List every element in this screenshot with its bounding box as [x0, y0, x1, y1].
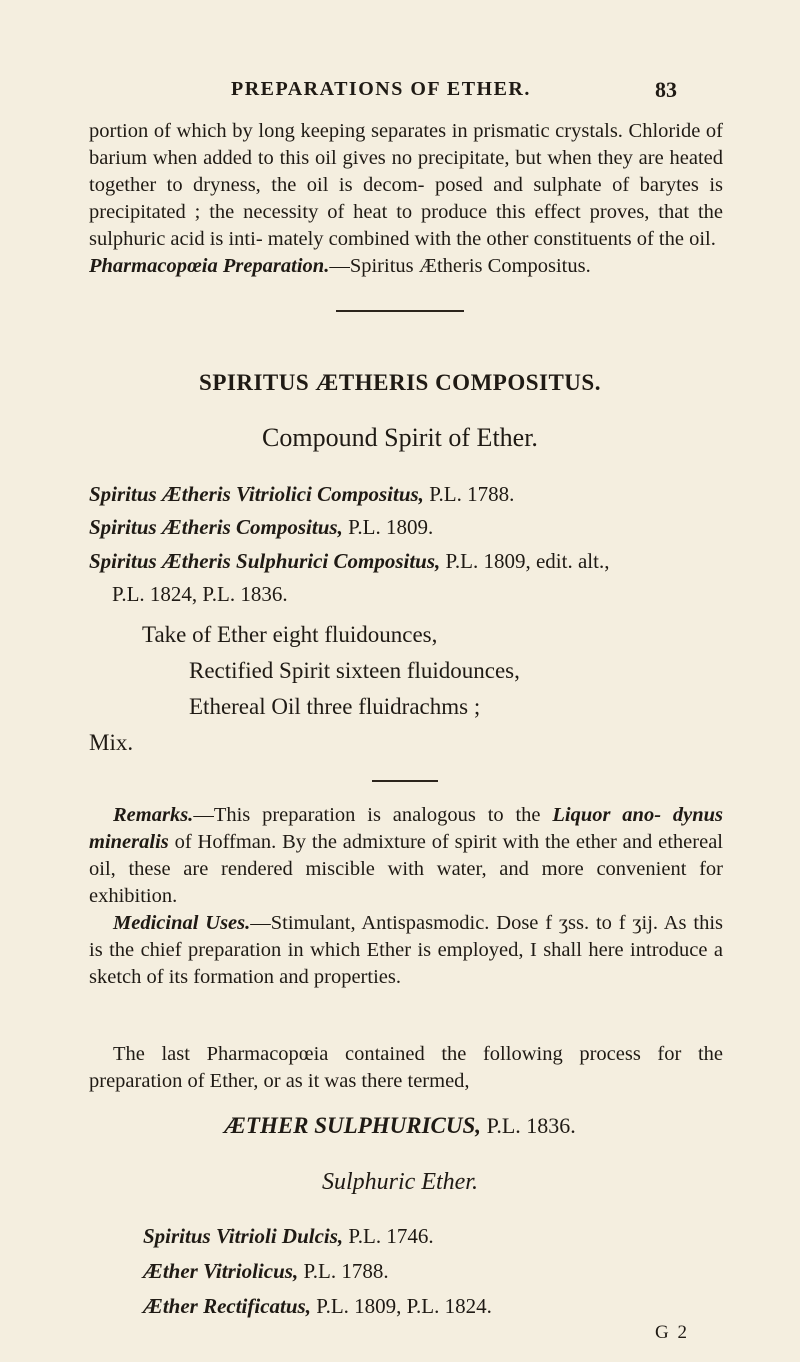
synonym-name: Æther Rectificatus, — [143, 1294, 311, 1318]
section-subtitle: Compound Spirit of Ether. — [262, 423, 538, 452]
section2-title-ref: P.L. 1836. — [481, 1113, 576, 1138]
synonym-name: Spiritus Vitrioli Dulcis, — [143, 1224, 344, 1248]
uses-text: —Stimulant, Antispasmodic. Dose f ʒss. to f ʒij. As this is the chief preparation in which Ether is employed, I shall here introduce a sketch of its formation and properties. — [89, 912, 723, 988]
section-title: SPIRITUS ÆTHERIS COMPOSITUS. — [199, 370, 601, 395]
synonym-line — [89, 482, 514, 507]
pharmacopoeia-note — [89, 255, 591, 277]
page-number: 83 — [655, 77, 677, 102]
synonym-ref: P.L. 1746. — [343, 1224, 434, 1248]
synonym-line — [143, 1224, 434, 1249]
synonym-ref: P.L. 1809, edit. alt., — [440, 549, 610, 573]
uses-label: Medicinal Uses. — [113, 912, 251, 934]
synonym-line — [89, 549, 609, 574]
synonym-ref: P.L. 1809, P.L. 1824. — [310, 1294, 492, 1318]
remarks-text: —This preparation is analogous to the — [193, 804, 553, 826]
section2-subtitle: Sulphuric Ether. — [322, 1169, 478, 1195]
process-paragraph — [89, 1041, 723, 1095]
remarks-paragraph — [89, 802, 723, 991]
synonym-ref: P.L. 1788. — [298, 1259, 389, 1283]
remarks-label: Remarks. — [113, 804, 194, 826]
pharm-label: Pharmacopœia Preparation. — [89, 255, 330, 277]
synonym-name: Spiritus Ætheris Compositus, — [89, 515, 343, 539]
synonym-line — [143, 1294, 492, 1319]
synonym-line — [89, 515, 433, 540]
remarks-liquor: Liquor ano- dynus mineralis — [89, 804, 723, 853]
intro-text: portion of which by long keeping separates in prismatic crystals. Chloride of barium when added to this oil gives no precipitate, but when they are heated together to dryness, the oil is decom- posed and sulphate of barytes is precipitated ; the necessity of heat to produce this effect proves, that the sulphuric acid is inti- mately combined with the other constituents of the oil. — [89, 120, 723, 250]
recipe-line: Rectified Spirit sixteen fluidounces, — [189, 658, 520, 683]
running-head: PREPARATIONS OF ETHER. — [231, 78, 531, 100]
synonym-line — [112, 582, 288, 607]
synonym-ref: P.L. 1824, P.L. 1836. — [112, 582, 288, 606]
recipe-line: Mix. — [89, 730, 134, 755]
synonym-ref: P.L. 1788. — [423, 482, 515, 506]
synonym-name: Spiritus Ætheris Vitriolici Compositus, — [89, 482, 424, 506]
synonym-name: Æther Vitriolicus, — [143, 1259, 299, 1283]
synonym-name: Spiritus Ætheris Sulphurici Compositus, — [89, 549, 441, 573]
divider-rule — [336, 310, 464, 312]
section2-title: ÆTHER SULPHURICUS, — [224, 1113, 482, 1138]
divider-rule — [372, 780, 438, 782]
recipe-line: Ethereal Oil three fluidrachms ; — [189, 694, 481, 719]
intro-paragraph — [89, 118, 723, 280]
synonym-line — [143, 1259, 389, 1284]
remarks-text-2: of Hoffman. By the admixture of spirit with the ether and ethereal oil, these are rendered miscible with water, and more convenient for exhibition. — [89, 831, 723, 907]
pharm-text: —Spiritus Ætheris Compositus. — [329, 255, 591, 277]
page-header — [0, 78, 800, 108]
signature-mark: G 2 — [655, 1322, 689, 1343]
process-text: The last Pharmacopœia contained the following process for the preparation of Ether, or as it was there termed, — [89, 1043, 723, 1092]
synonym-ref: P.L. 1809. — [342, 515, 434, 539]
section2-title-line — [0, 1113, 800, 1139]
recipe-line: Take of Ether eight fluidounces, — [142, 622, 438, 647]
